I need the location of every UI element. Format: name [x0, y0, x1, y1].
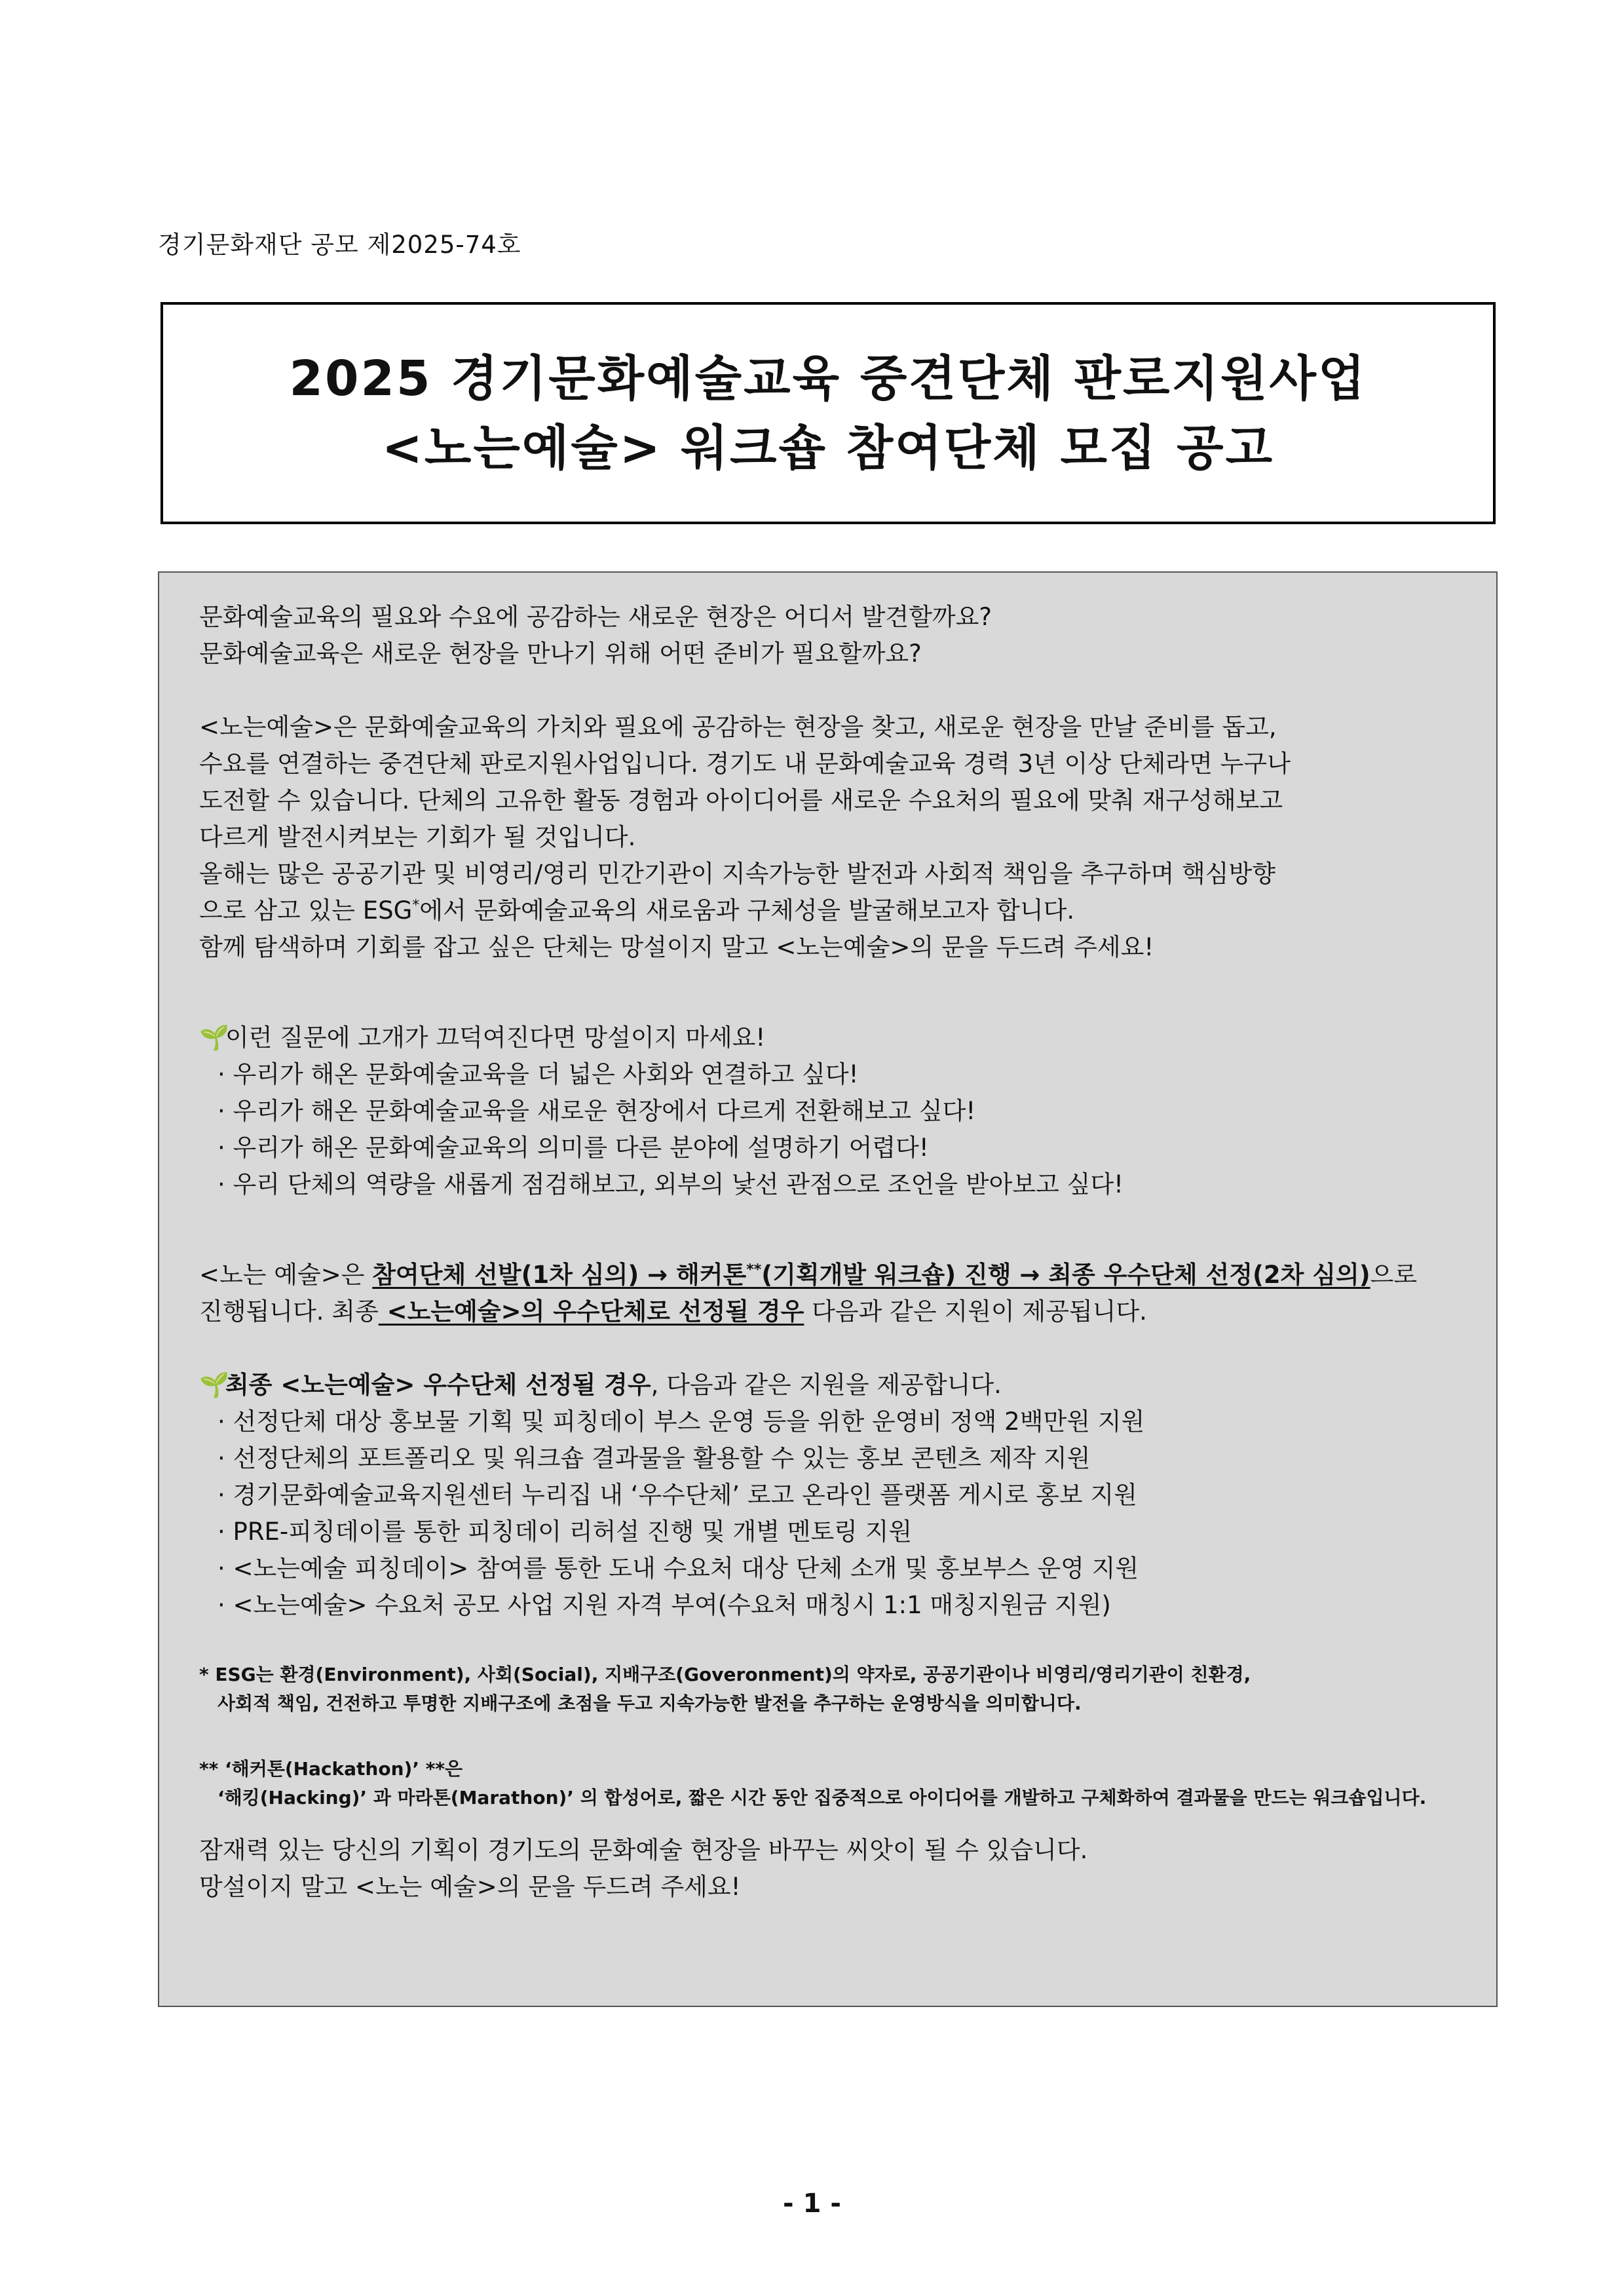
question-item: · 우리가 해온 문화예술교육을 더 넓은 사회와 연결하고 싶다!: [217, 1060, 859, 1088]
process-line-2: 진행됩니다. 최종 <노는예술>의 우수단체로 선정될 경우 다음과 같은 지원이 제공됩니다.: [199, 1297, 1147, 1326]
intro-question-2: 문화예술교육은 새로운 현장을 만나기 위해 어떤 준비가 필요할까요?: [199, 640, 922, 668]
support-item: · 선정단체의 포트폴리오 및 워크숍 결과물을 활용할 수 있는 홍보 콘텐츠 제작 지원: [217, 1444, 1091, 1472]
hackathon-footnote-line-2: ‘해킹(Hacking)’ 과 마라톤(Marathon)’ 의 합성어로, 짧은 시간 동안 집중적으로 아이디어를 개발하고 구체화하여 결과물을 만드는 워크숍입니다.: [217, 1787, 1427, 1808]
support-heading: 🌱최종 <노는예술> 우수단체 선정될 경우, 다음과 같은 지원을 제공합니다.: [199, 1367, 1470, 1404]
esg-footnote-line-1: * ESG는 환경(Environment), 사회(Social), 지배구조(Goveronment)의 약자로, 공공기관이나 비영리/영리기관이 친환경,: [199, 1664, 1251, 1685]
questions-heading: 🌱이런 질문에 고개가 끄덕여진다면 망설이지 마세요!: [199, 1020, 1470, 1056]
title-box: [161, 302, 1496, 524]
process-line-1: <노는 예술>은 참여단체 선발(1차 심의) → 해커톤**(기획개발 워크숍) 진행 → 최종 우수단체 선정(2차 심의)으로: [199, 1261, 1418, 1289]
content-box: [158, 571, 1498, 2007]
support-item: · <노는예술> 수요처 공모 사업 지원 자격 부여(수요처 매칭시 1:1 매칭지원금 지원): [217, 1591, 1111, 1619]
title-line-1: 2025 경기문화예술교육 중견단체 판로지원사업: [289, 350, 1367, 407]
description-line: 으로 삼고 있는 ESG*에서 문화예술교육의 새로움과 구체성을 발굴해보고자 합니다.: [199, 896, 1075, 925]
support-item: · <노는예술 피칭데이> 참여를 통한 도내 수요처 대상 단체 소개 및 홍보부스 운영 지원: [217, 1554, 1139, 1582]
sprout-icon: 🌱: [199, 1024, 230, 1052]
page-number: - 1 -: [783, 2189, 841, 2219]
question-item: · 우리가 해온 문화예술교육의 의미를 다른 분야에 설명하기 어렵다!: [217, 1134, 929, 1162]
notice-number: 경기문화재단 공모 제2025-74호: [158, 231, 521, 259]
question-item: · 우리 단체의 역량을 새롭게 점검해보고, 외부의 낯선 관점으로 조언을 받아보고 싶다!: [217, 1170, 1124, 1198]
esg-footnote-mark: *: [412, 897, 420, 914]
closing-line-1: 잠재력 있는 당신의 기획이 경기도의 문화예술 현장을 바꾸는 씨앗이 될 수 있습니다.: [199, 1836, 1088, 1864]
support-item: · 경기문화예술교육지원센터 누리집 내 ‘우수단체’ 로고 온라인 플랫폼 게시로 홍보 지원: [217, 1481, 1137, 1509]
description-line: 다르게 발전시켜보는 기회가 될 것입니다.: [199, 823, 636, 851]
support-item: · 선정단체 대상 홍보물 기획 및 피칭데이 부스 운영 등을 위한 운영비 정액 2백만원 지원: [217, 1407, 1145, 1436]
description-line: <노는예술>은 문화예술교육의 가치와 필요에 공감하는 현장을 찾고, 새로운 현장을 만날 준비를 돕고,: [199, 713, 1277, 741]
description-line: 올해는 많은 공공기관 및 비영리/영리 민간기관이 지속가능한 발전과 사회적 책임을 추구하며 핵심방향: [199, 860, 1276, 888]
description-line: 수요를 연결하는 중견단체 판로지원사업입니다. 경기도 내 문화예술교육 경력 3년 이상 단체라면 누구나: [199, 750, 1291, 778]
intro-question-1: 문화예술교육의 필요와 수요에 공감하는 새로운 현장은 어디서 발견할까요?: [199, 603, 992, 631]
hackathon-footnote-mark: **: [746, 1261, 762, 1278]
closing-line-2: 망설이지 말고 <노는 예술>의 문을 두드려 주세요!: [199, 1873, 741, 1901]
description-line: 함께 탐색하며 기회를 잡고 싶은 단체는 망설이지 말고 <노는예술>의 문을 두드려 주세요!: [199, 933, 1154, 961]
sprout-icon: 🌱: [199, 1371, 230, 1399]
esg-footnote-line-2: 사회적 책임, 건전하고 투명한 지배구조에 초점을 두고 지속가능한 발전을 추구하는 운영방식을 의미합니다.: [217, 1693, 1082, 1714]
support-item: · PRE-피칭데이를 통한 피칭데이 리허설 진행 및 개별 멘토링 지원: [217, 1518, 913, 1546]
title-line-2: <노는예술> 워크숍 참여단체 모집 공고: [381, 419, 1275, 476]
question-item: · 우리가 해온 문화예술교육을 새로운 현장에서 다르게 전환해보고 싶다!: [217, 1097, 976, 1125]
description-line: 도전할 수 있습니다. 단체의 고유한 활동 경험과 아이디어를 새로운 수요처의 필요에 맞춰 재구성해보고: [199, 786, 1283, 814]
hackathon-footnote-line-1: ** ‘해커톤(Hackathon)’ **은: [199, 1758, 463, 1780]
